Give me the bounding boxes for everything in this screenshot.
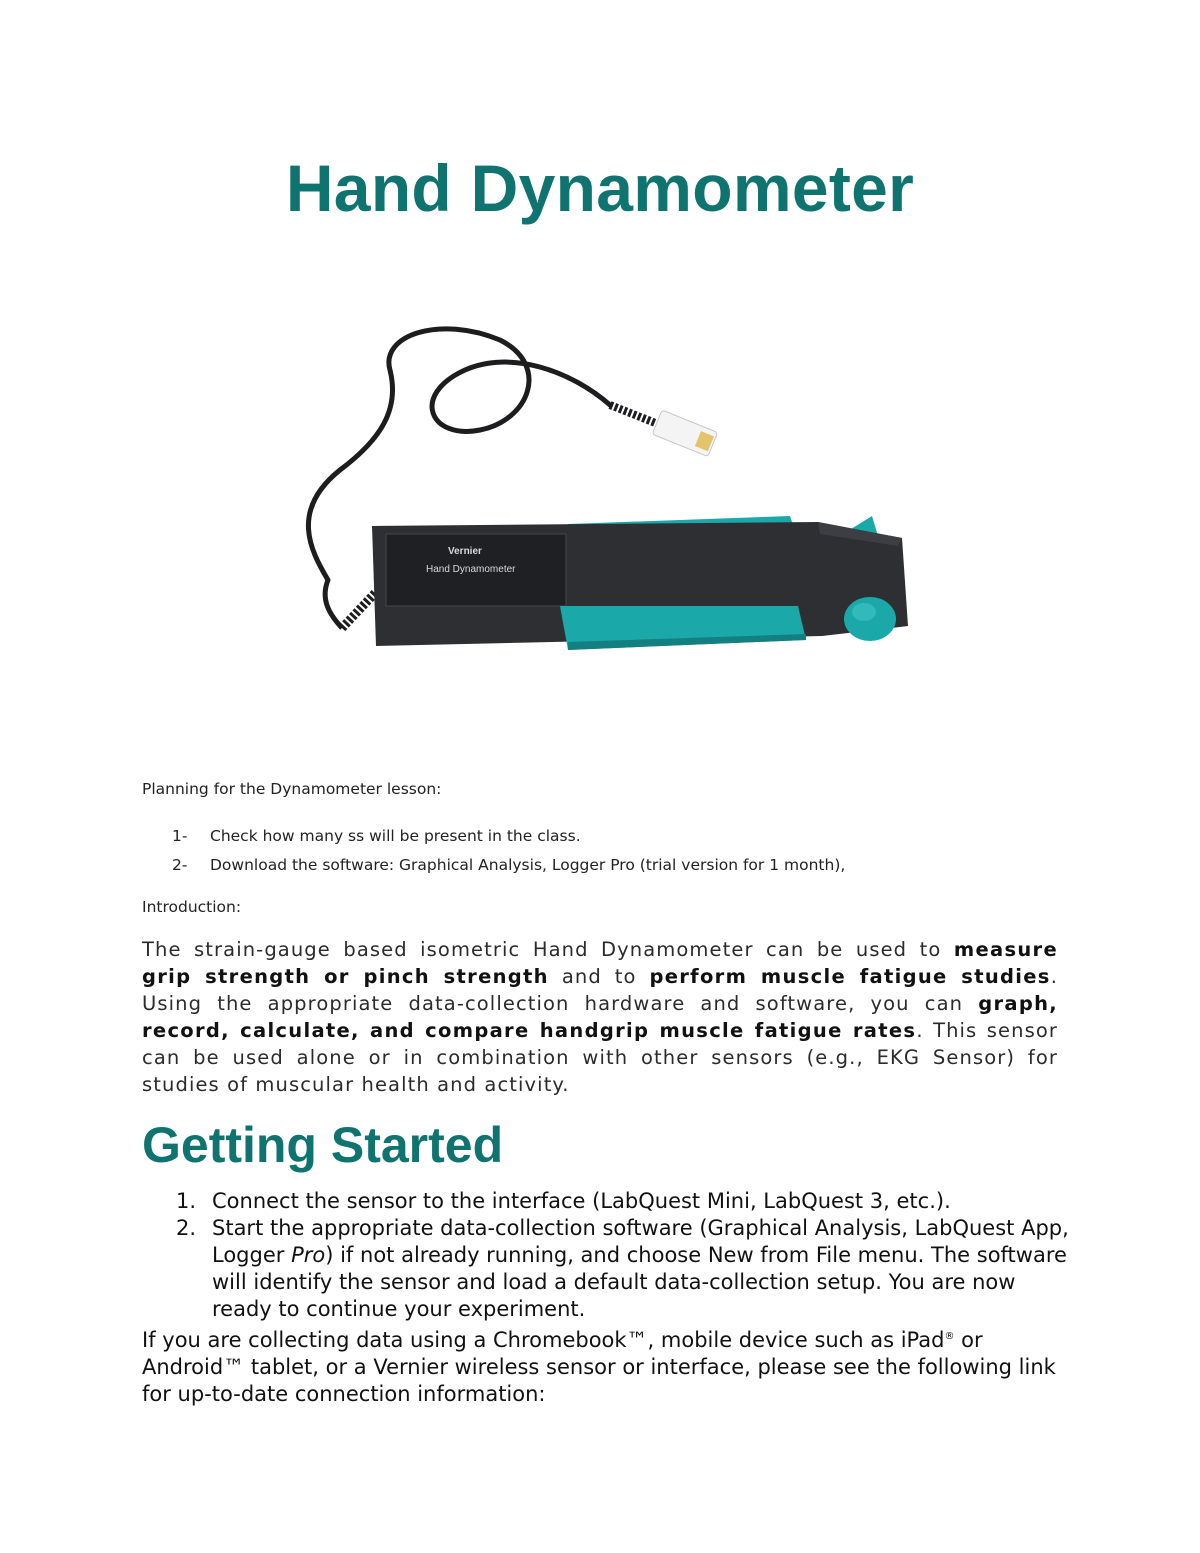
introduction-heading: Introduction: [142,898,242,916]
list-item: 1. Connect the sensor to the interface (LabQuest Mini, LabQuest 3, etc.). [176,1189,951,1213]
planning-list [172,824,845,882]
label-brand: Vernier [448,546,482,557]
chromebook-paragraph: If you are collecting data using a Chromebook™, mobile device such as iPad® or Android™ tablet, or a Vernier wireless sensor or interface, please see the following link for up-to-date connection information: [142,1328,1056,1406]
list-item: 1- Check how many ss will be present in the class. [172,827,581,845]
list-item: 2. Start the appropriate data-collection software (Graphical Analysis, LabQuest App, Logger Pro) if not already running, and choose New from File menu. The software will identify the sensor and load a default data-collection setup. You are now ready to continue your experiment. [176,1216,1069,1321]
getting-started-heading: Getting Started [142,1117,504,1173]
planning-heading: Planning for the Dynamometer lesson: [142,780,442,798]
list-item: 2- Download the software: Graphical Analysis, Logger Pro (trial version for 1 month), [172,856,846,874]
introduction-paragraph: The strain-gauge based isometric Hand Dynamometer can be used to measure grip strength or pinch strength and to perform muscle fatigue studies. Using the appropriate data-collection hardware and software, you can graph, record, calculate, and compare handgrip muscle fatigue rates. This sensor can be used alone or in combination with other sensors (e.g., EKG Sensor) for studies of muscular health and activity. [142,938,1058,1096]
rj-connector [652,410,717,457]
getting-started-steps [142,1188,1072,1323]
page-title: Hand Dynamometer [285,151,915,225]
label-device-name: Hand Dynamometer [426,564,516,575]
hand-dynamometer-photo [250,310,950,710]
